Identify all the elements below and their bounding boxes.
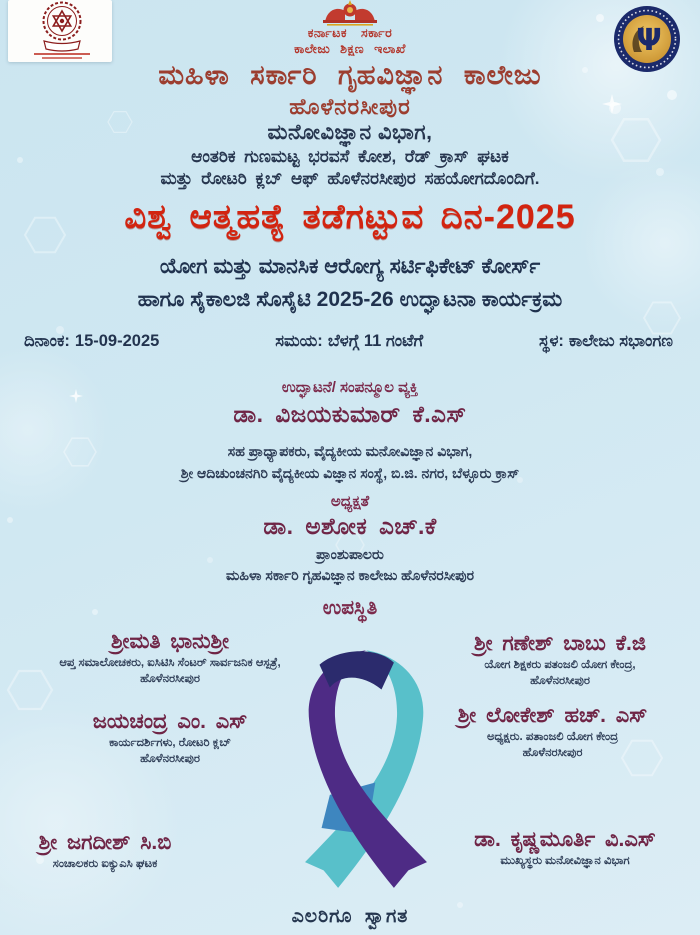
time-label: ಸಮಯ:: [275, 332, 323, 350]
attendee-name: ಡಾ. ಕೃಷ್ಣಮೂರ್ತಿ ವಿ.ಎಸ್: [474, 828, 656, 851]
psi-icon: Ψ: [636, 23, 662, 58]
event-details-row: [0, 332, 700, 351]
president-heading: ಅಧ್ಯಕ್ಷತೆ: [330, 493, 370, 510]
attendee-place: ಹೊಳೆನರಸೀಪುರ: [140, 753, 200, 765]
dept-education-line: ಕಾಲೇಜು ಶಿಕ್ಷಣ ಇಲಾಖೆ: [294, 42, 406, 56]
event-date: [24, 332, 164, 351]
collaboration-line-2: ಮತ್ತು ರೋಟರಿ ಕ್ಲಬ್ ಆಫ್ ಹೊಳೆನರಸೀಪುರ ಸಹಯೋಗದೊಂದಿಗೆ.: [160, 169, 540, 188]
attendee-designation: ಕಾರ್ಯದರ್ಶಿಗಳು, ರೋಟರಿ ಕ್ಲಬ್: [109, 737, 231, 749]
time-value: ಬೆಳಗ್ಗೆ 11 ಗಂಟೆಗೆ: [327, 332, 424, 350]
welcome-line: ಎಲರಿಗೂ ಸ್ವಾಗತ: [291, 906, 409, 927]
attendee-name: ಶ್ರೀ ಗಣೇಶ್ ಬಾಬು ಕೆ.ಜಿ: [474, 632, 646, 655]
inaugurator-name: ಡಾ. ವಿಜಯಕುಮಾರ್ ಕೆ.ಎಸ್: [233, 401, 467, 427]
event-title: ವಿಶ್ವ ಆತ್ಮಹತ್ಯೆ ತಡೆಗಟ್ಟುವ ದಿನ-2025: [124, 198, 576, 236]
inaugurator-heading: ಉದ್ಘಾಟನೆ/ ಸಂಪನ್ಮೂಲ ವ್ಯಕ್ತಿ: [281, 379, 419, 396]
college-place: ಹೊಳೆನರಸೀಪುರ: [289, 94, 411, 119]
president-institute: ಮಹಿಳಾ ಸರ್ಕಾರಿ ಗೃಹವಿಜ್ಞಾನ ಕಾಲೇಜು ಹೊಳೆನರಸೀಪುರ: [226, 567, 474, 583]
department-line: ಮನೋವಿಜ್ಞಾನ ವಿಭಾಗ,: [267, 121, 433, 144]
attendee-entry: [20, 630, 320, 686]
inaugurator-institute: ಶ್ರೀ ಆದಿಚುಂಚನಗಿರಿ ವೈದ್ಯಕೀಯ ವಿಜ್ಞಾನ ಸಂಸ್ಥೆ, ಬಿ.ಜಿ. ನಗರ, ಬೆಳ್ಳೂರು ಕ್ರಾಸ್: [180, 465, 520, 481]
attendee-entry: [415, 704, 690, 760]
collaboration-line-1: ಆಂತರಿಕ ಗುಣಮಟ್ಟ ಭರವಸೆ ಕೋಶ, ರೆಡ್ ಕ್ರಾಸ್ ಘಟಕ: [191, 147, 509, 166]
event-time: [275, 332, 428, 351]
attendee-name: ಶ್ರೀಮತಿ ಭಾನುಶ್ರೀ: [110, 630, 229, 653]
attendee-entry: [0, 831, 210, 871]
attendee-place: ಹೊಳೆನರಸೀಪುರ: [530, 675, 590, 687]
attendee-name: ಜಯಚಂದ್ರ ಎಂ. ಎಸ್: [92, 710, 248, 733]
ribbon-top-fold: [320, 651, 394, 689]
event-subtitle-1: ಯೋಗ ಮತ್ತು ಮಾನಸಿಕ ಆರೋಗ್ಯ ಸರ್ಟಿಫಿಕೇಟ್ ಕೋರ್ಸ್: [159, 255, 541, 278]
president-designation: ಪ್ರಾಂಶುಪಾಲರು: [316, 546, 384, 562]
date-label: ದಿನಾಂಕ:: [24, 332, 70, 350]
govt-name-line: ಕರ್ನಾಟಕ ಸರ್ಕಾರ: [307, 26, 393, 40]
attendee-name: ಶ್ರೀ ಲೋಕೇಶ್ ಹಚ್. ಎಸ್: [457, 704, 648, 727]
attendee-entry: [420, 632, 700, 688]
attendee-entry: [425, 828, 700, 868]
inaugurator-designation: ಸಹ ಪ್ರಾಧ್ಯಾಪಕರು, ವೈದ್ಯಕೀಯ ಮನೋವಿಜ್ಞಾನ ವಿಭಾಗ,: [227, 443, 473, 459]
event-venue: [539, 332, 678, 351]
venue-value: ಕಾಲೇಜು ಸಭಾಂಗಣ: [568, 332, 673, 350]
attendee-designation: ಸಂಚಾಲಕರು ಐಕ್ಯುಎಸಿ ಘಟಕ: [52, 858, 158, 870]
attendee-entry: [20, 710, 320, 766]
attendee-name: ಶ್ರೀ ಜಗದೀಶ್ ಸಿ.ಬಿ: [38, 831, 172, 854]
attendee-place: ಹೊಳೆನರಸೀಪುರ: [140, 673, 200, 685]
attendee-place: ಹೊಳೆನರಸೀಪುರ: [522, 747, 583, 759]
attendee-designation: ಮುಖ್ಯಸ್ಥರು ಮನೋವಿಜ್ಞಾನ ವಿಭಾಗ: [500, 855, 630, 867]
attendee-designation: ಯೋಗ ಶಿಕ್ಷಕರು ಪತಂಜಲಿ ಯೋಗ ಕೇಂದ್ರ,: [484, 659, 636, 671]
attendees-heading: ಉಪಸ್ಥಿತಿ: [322, 597, 378, 619]
date-value: 15-09-2025: [74, 332, 160, 350]
college-name: ಮಹಿಳಾ ಸರ್ಕಾರಿ ಗೃಹವಿಜ್ಞಾನ ಕಾಲೇಜು: [158, 60, 542, 90]
president-name: ಡಾ. ಅಶೋಕ ಎಚ್.ಕೆ: [263, 513, 437, 539]
event-subtitle-2: ಹಾಗೂ ಸೈಕಾಲಜಿ ಸೊಸೈಟಿ 2025-26 ಉದ್ಘಾಟನಾ ಕಾರ್ಯಕ್ರಮ: [137, 288, 563, 311]
attendee-designation: ಅಧ್ಯಕ್ಷರು. ಪತಾಂಜಲಿ ಯೋಗ ಕೇಂದ್ರ: [486, 731, 619, 743]
karnataka-govt-emblem: [315, 0, 385, 26]
attendee-designation: ಆಪ್ತ ಸಮಾಲೋಚಕರು, ಐಸಿಟಿಸಿ ಸೆಂಟರ್ ಸಾರ್ವಜನಿಕ ಆಸ್ಪತ್ರೆ,: [59, 657, 281, 669]
venue-label: ಸ್ಥಳ:: [539, 332, 564, 350]
